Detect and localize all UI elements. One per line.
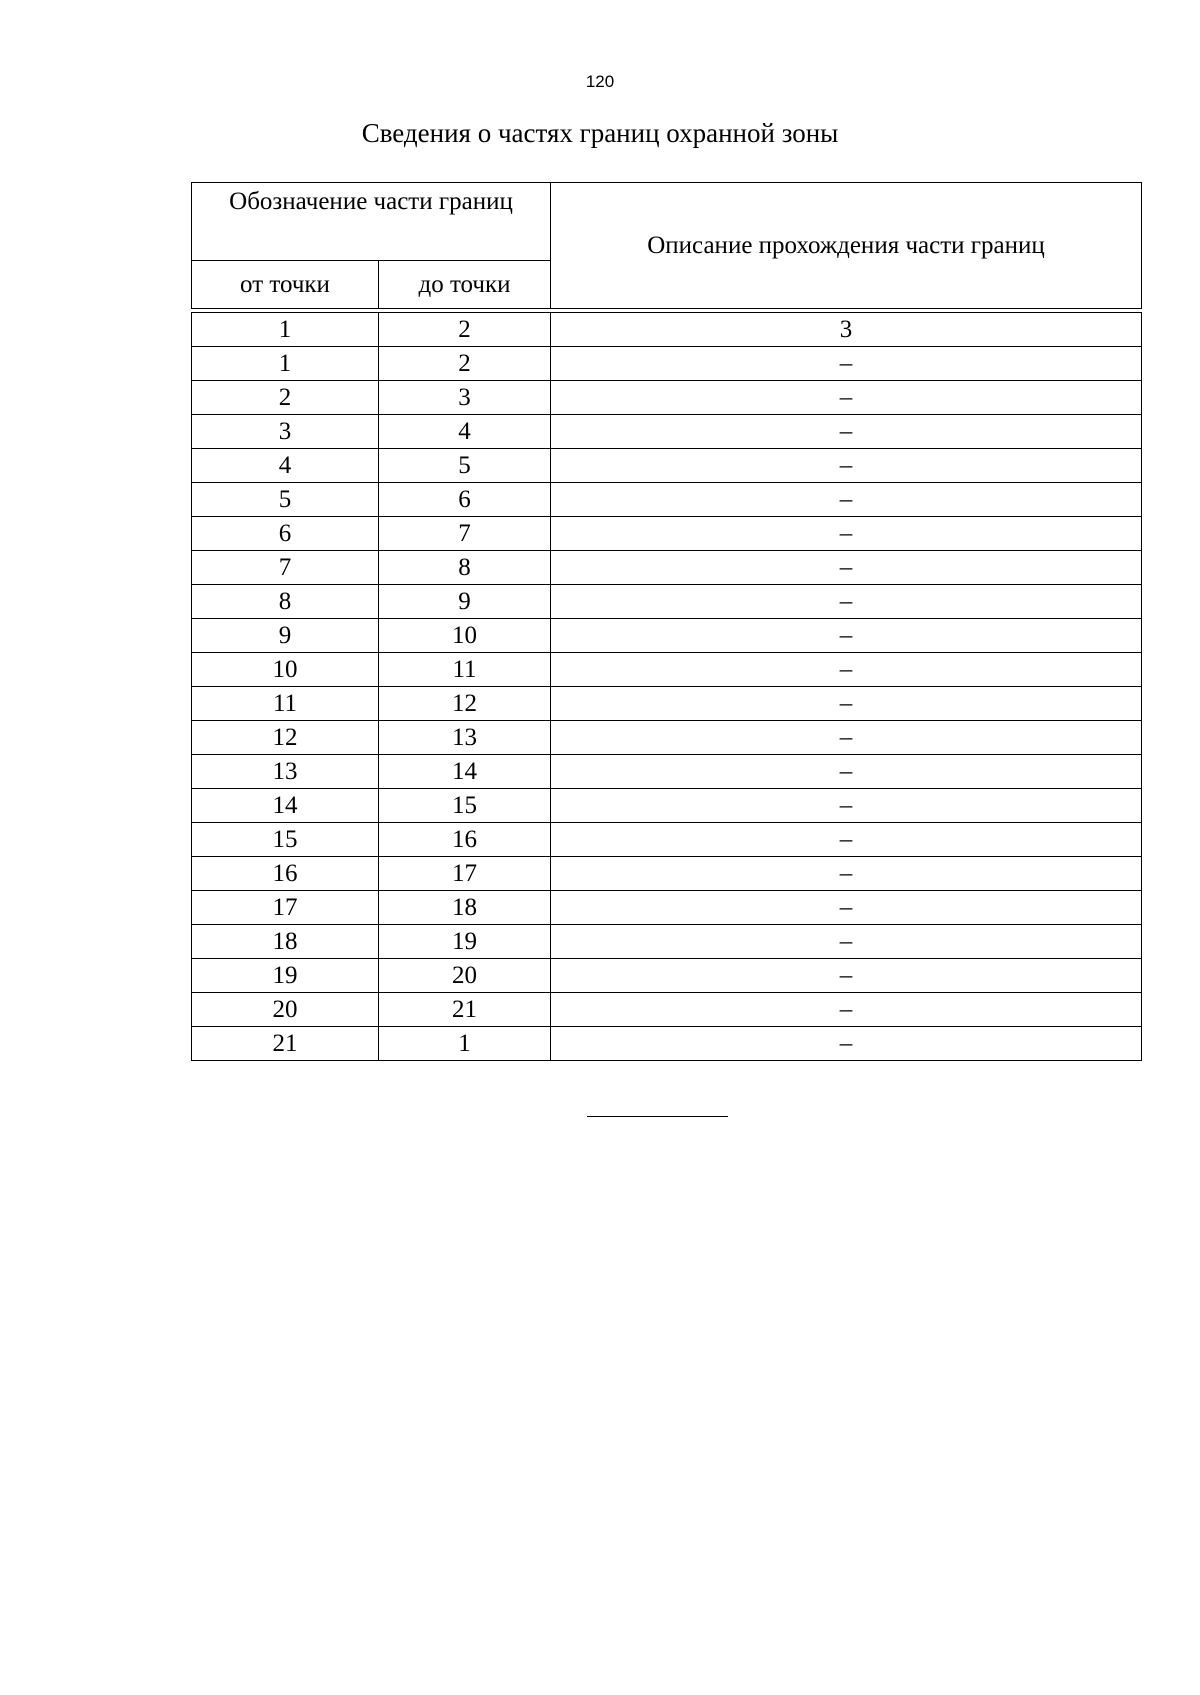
from-point-cell: 10 [192, 653, 379, 687]
to-point-cell: 1 [379, 1027, 551, 1061]
from-point-cell: 13 [192, 755, 379, 789]
to-point-cell: 16 [379, 823, 551, 857]
column-number-row [192, 313, 1142, 347]
to-point-cell: 5 [379, 449, 551, 483]
from-point-cell: 6 [192, 517, 379, 551]
to-point-cell: 13 [379, 721, 551, 755]
from-point-cell: 11 [192, 687, 379, 721]
from-point-cell: 20 [192, 993, 379, 1027]
to-point-cell: 6 [379, 483, 551, 517]
to-point-cell: 9 [379, 585, 551, 619]
boundary-parts-table [191, 182, 1142, 1061]
to-point-cell: 10 [379, 619, 551, 653]
from-point-cell: 8 [192, 585, 379, 619]
to-point-cell: 18 [379, 891, 551, 925]
from-point-cell: 9 [192, 619, 379, 653]
description-cell: – [551, 789, 1142, 823]
description-cell: – [551, 415, 1142, 449]
table-row [192, 415, 1142, 449]
table-header-row [192, 183, 1142, 261]
description-cell: – [551, 653, 1142, 687]
table-body [192, 183, 1142, 1061]
description-cell: – [551, 585, 1142, 619]
from-point-cell: 7 [192, 551, 379, 585]
from-point-cell: 14 [192, 789, 379, 823]
to-point-cell: 17 [379, 857, 551, 891]
from-point-cell: 19 [192, 959, 379, 993]
table-row [192, 755, 1142, 789]
description-cell: – [551, 721, 1142, 755]
table-row [192, 347, 1142, 381]
from-point-cell: 16 [192, 857, 379, 891]
table-row [192, 721, 1142, 755]
table-row [192, 619, 1142, 653]
column-number: 1 [192, 313, 379, 347]
from-point-cell: 18 [192, 925, 379, 959]
description-cell: – [551, 891, 1142, 925]
header-from-point: от точки [192, 261, 379, 309]
description-cell: – [551, 755, 1142, 789]
description-cell: – [551, 551, 1142, 585]
table-row [192, 891, 1142, 925]
from-point-cell: 2 [192, 381, 379, 415]
from-point-cell: 21 [192, 1027, 379, 1061]
from-point-cell: 1 [192, 347, 379, 381]
from-point-cell: 3 [192, 415, 379, 449]
description-cell: – [551, 347, 1142, 381]
description-cell: – [551, 483, 1142, 517]
table-row [192, 483, 1142, 517]
table-row [192, 993, 1142, 1027]
table-row [192, 517, 1142, 551]
description-cell: – [551, 959, 1142, 993]
to-point-cell: 2 [379, 347, 551, 381]
table-row [192, 687, 1142, 721]
table-row [192, 653, 1142, 687]
from-point-cell: 17 [192, 891, 379, 925]
header-boundary-designation: Обозначение части границ [192, 183, 551, 261]
header-boundary-description: Описание прохождения части границ [551, 183, 1142, 309]
table-row [192, 857, 1142, 891]
to-point-cell: 14 [379, 755, 551, 789]
table-row [192, 551, 1142, 585]
to-point-cell: 11 [379, 653, 551, 687]
to-point-cell: 4 [379, 415, 551, 449]
to-point-cell: 15 [379, 789, 551, 823]
to-point-cell: 3 [379, 381, 551, 415]
table-row [192, 789, 1142, 823]
table-row [192, 959, 1142, 993]
description-cell: – [551, 823, 1142, 857]
description-cell: – [551, 449, 1142, 483]
description-cell: – [551, 1027, 1142, 1061]
from-point-cell: 4 [192, 449, 379, 483]
page-number: 120 [585, 72, 615, 91]
to-point-cell: 20 [379, 959, 551, 993]
to-point-cell: 19 [379, 925, 551, 959]
description-cell: – [551, 993, 1142, 1027]
from-point-cell: 5 [192, 483, 379, 517]
header-to-point: до точки [379, 261, 551, 309]
to-point-cell: 7 [379, 517, 551, 551]
description-cell: – [551, 687, 1142, 721]
description-cell: – [551, 857, 1142, 891]
description-cell: – [551, 619, 1142, 653]
to-point-cell: 8 [379, 551, 551, 585]
to-point-cell: 21 [379, 993, 551, 1027]
end-of-document-rule [587, 1116, 728, 1117]
description-cell: – [551, 925, 1142, 959]
column-number: 2 [379, 313, 551, 347]
document-title: Сведения о частях границ охранной зоны [361, 118, 839, 148]
from-point-cell: 12 [192, 721, 379, 755]
table-row [192, 585, 1142, 619]
to-point-cell: 12 [379, 687, 551, 721]
table-row [192, 925, 1142, 959]
description-cell: – [551, 517, 1142, 551]
from-point-cell: 15 [192, 823, 379, 857]
table-row [192, 1027, 1142, 1061]
description-cell: – [551, 381, 1142, 415]
column-number: 3 [551, 313, 1142, 347]
table-row [192, 381, 1142, 415]
table-row [192, 823, 1142, 857]
table-row [192, 449, 1142, 483]
